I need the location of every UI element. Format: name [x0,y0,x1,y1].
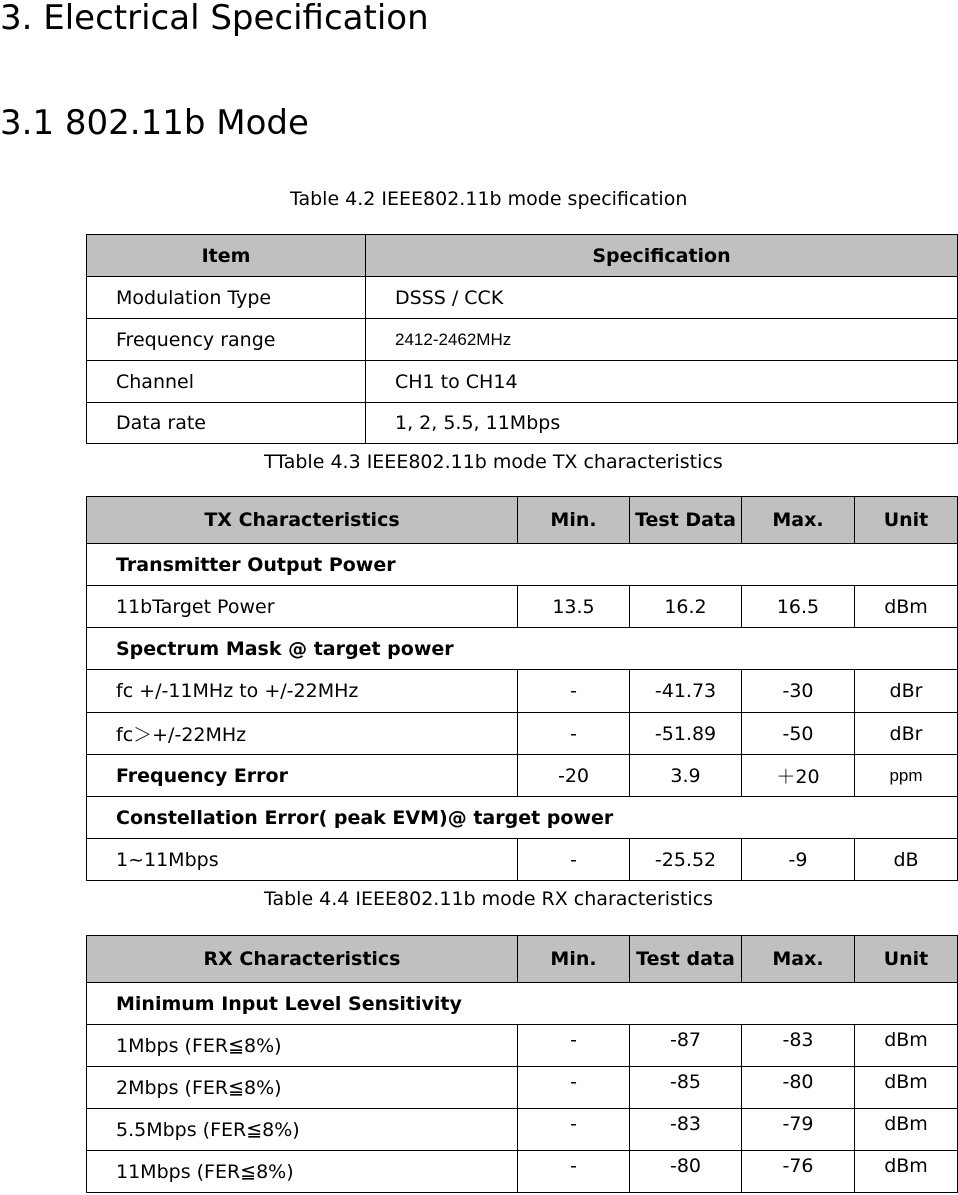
header-min: Min. [518,936,630,983]
header-min: Min. [518,497,630,544]
header-rx-characteristics: RX Characteristics [87,936,518,983]
table-row [87,713,958,755]
test-data-cell: -83 [630,1109,742,1151]
header-tx-characteristics: TX Characteristics [87,497,518,544]
max-cell: -76 [742,1151,855,1193]
unit-cell: dBm [855,1109,958,1151]
header-specification: Specification [366,235,958,277]
section-row [87,983,958,1025]
spec-cell: 2412-2462MHz [366,319,958,361]
section-label: Constellation Error( peak EVM)@ target power [87,797,958,839]
test-data-cell: -25.52 [630,839,742,881]
min-cell: - [518,1025,630,1067]
header-test-data: Test data [630,936,742,983]
table3-caption: Table 4.4 IEEE802.11b mode RX characteristics [264,888,714,910]
item-cell: Channel [87,361,366,403]
characteristic-cell: 2Mbps (FER≦8%) [87,1067,518,1109]
max-cell: -50 [742,713,855,755]
table-header-row [87,936,958,983]
test-data-cell: 16.2 [630,586,742,628]
item-cell: Data rate [87,403,366,444]
table1-caption: Table 4.2 IEEE802.11b mode specification [290,188,688,210]
spec-table [86,234,958,444]
max-cell: -80 [742,1067,855,1109]
section-label: Minimum Input Level Sensitivity [87,983,958,1025]
section-label: Transmitter Output Power [87,544,958,586]
characteristic-cell: 11Mbps (FER≦8%) [87,1151,518,1193]
test-data-cell: -41.73 [630,670,742,713]
unit-cell: dBr [855,670,958,713]
test-data-cell: -85 [630,1067,742,1109]
min-cell: - [518,1067,630,1109]
characteristic-cell: 5.5Mbps (FER≦8%) [87,1109,518,1151]
characteristic-cell: fc＞+/-22MHz [87,713,518,755]
min-cell: - [518,1151,630,1193]
min-cell: - [518,713,630,755]
test-data-cell: 3.9 [630,755,742,797]
section-row [87,797,958,839]
rx-characteristics-table [86,935,958,1193]
max-cell: 16.5 [742,586,855,628]
min-cell: - [518,670,630,713]
table-row [87,361,958,403]
unit-cell: dBm [855,1025,958,1067]
unit-cell: ppm [855,755,958,797]
unit-cell: dBm [855,586,958,628]
spec-cell: DSSS / CCK [366,277,958,319]
subsection-title: 3.1 802.11b Mode [0,103,309,143]
tx-characteristics-table [86,496,958,881]
table2-caption: TTable 4.3 IEEE802.11b mode TX characteristics [264,451,723,473]
table-row [87,319,958,361]
characteristic-cell: Frequency Error [87,755,518,797]
header-unit: Unit [855,936,958,983]
min-cell: - [518,839,630,881]
test-data-cell: -51.89 [630,713,742,755]
table-header-row [87,235,958,277]
unit-cell: dBr [855,713,958,755]
table-row [87,1067,958,1109]
test-data-cell: -80 [630,1151,742,1193]
max-cell: -79 [742,1109,855,1151]
header-test-data: Test Data [630,497,742,544]
header-unit: Unit [855,497,958,544]
max-cell: ＋20 [742,755,855,797]
section-row [87,544,958,586]
table-row [87,403,958,444]
unit-cell: dBm [855,1067,958,1109]
unit-cell: dB [855,839,958,881]
max-cell: -30 [742,670,855,713]
table-row [87,586,958,628]
max-cell: -9 [742,839,855,881]
header-max: Max. [742,936,855,983]
table-row [87,670,958,713]
characteristic-cell: fc +/-11MHz to +/-22MHz [87,670,518,713]
table-row [87,1151,958,1193]
section-row [87,628,958,670]
section-title: 3. Electrical Specification [0,0,429,38]
item-cell: Modulation Type [87,277,366,319]
table-row [87,1025,958,1067]
min-cell: 13.5 [518,586,630,628]
header-max: Max. [742,497,855,544]
max-cell: -83 [742,1025,855,1067]
table-row [87,1109,958,1151]
spec-cell: CH1 to CH14 [366,361,958,403]
characteristic-cell: 11bTarget Power [87,586,518,628]
spec-cell: 1, 2, 5.5, 11Mbps [366,403,958,444]
unit-cell: dBm [855,1151,958,1193]
table-header-row [87,497,958,544]
min-cell: -20 [518,755,630,797]
test-data-cell: -87 [630,1025,742,1067]
header-item: Item [87,235,366,277]
item-cell: Frequency range [87,319,366,361]
table-row [87,755,958,797]
table-row [87,277,958,319]
min-cell: - [518,1109,630,1151]
characteristic-cell: 1Mbps (FER≦8%) [87,1025,518,1067]
table-row [87,839,958,881]
characteristic-cell: 1~11Mbps [87,839,518,881]
section-label: Spectrum Mask @ target power [87,628,958,670]
